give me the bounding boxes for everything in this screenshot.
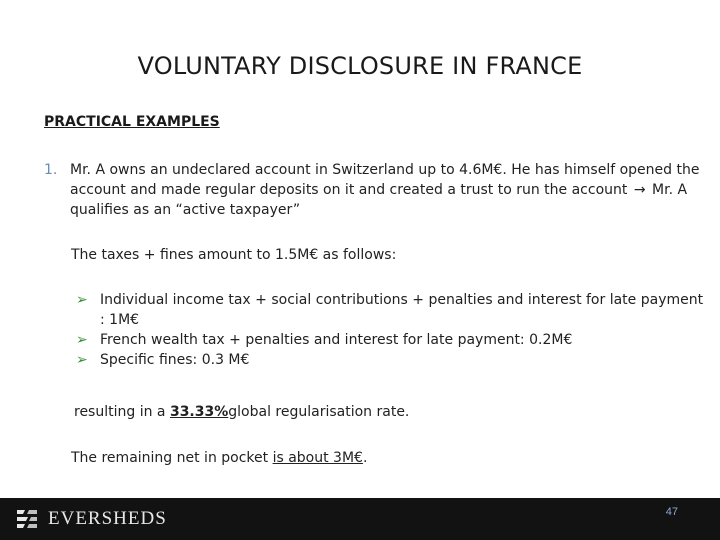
tax-breakdown-list: [76, 290, 706, 370]
section-subtitle: PRACTICAL EXAMPLES: [44, 114, 220, 130]
rate-prefix: resulting in a: [74, 404, 170, 420]
list-item-text: Individual income tax + social contributions + penalties and interest for late payment : 1M€: [100, 292, 704, 328]
arrow-bullet-icon: ➢: [76, 332, 88, 348]
list-item: [76, 350, 706, 370]
example-text-main: Mr. A owns an undeclared account in Switzerland up to 4.6M€. He has himself opened the account and made regular deposits on it and created a trust to run the account: [70, 162, 700, 198]
remaining-amount: is about 3M€: [272, 450, 363, 466]
list-item: [76, 290, 706, 330]
remaining-prefix: The remaining net in pocket: [71, 450, 273, 466]
footer-bar: [0, 498, 720, 540]
slide-title: VOLUNTARY DISCLOSURE IN FRANCE: [137, 52, 583, 80]
page-number: 47: [665, 506, 678, 518]
example-text: [70, 160, 704, 220]
taxes-intro: The taxes + fines amount to 1.5M€ as follows:: [71, 247, 397, 263]
list-item: [76, 330, 706, 350]
arrow-bullet-icon: ➢: [76, 292, 88, 308]
remaining-suffix: .: [362, 450, 368, 466]
eversheds-logo-icon: [14, 506, 40, 532]
list-item-text: French wealth tax + penalties and interest for late payment: 0.2M€: [100, 332, 573, 348]
regularisation-rate: 33.33%: [169, 404, 229, 420]
list-item-text: Specific fines: 0.3 M€: [100, 352, 250, 368]
remaining-net-line: [71, 448, 367, 468]
rate-suffix: global regularisation rate.: [228, 404, 410, 420]
arrow-right-icon: →: [633, 182, 646, 198]
example-conclusion: Mr. A qualifies as an “active taxpayer”: [70, 182, 688, 218]
eversheds-logo-text: EVERSHEDS: [48, 508, 167, 529]
arrow-bullet-icon: ➢: [76, 352, 88, 368]
regularisation-rate-line: [74, 402, 409, 422]
example-number: 1.: [44, 162, 58, 178]
